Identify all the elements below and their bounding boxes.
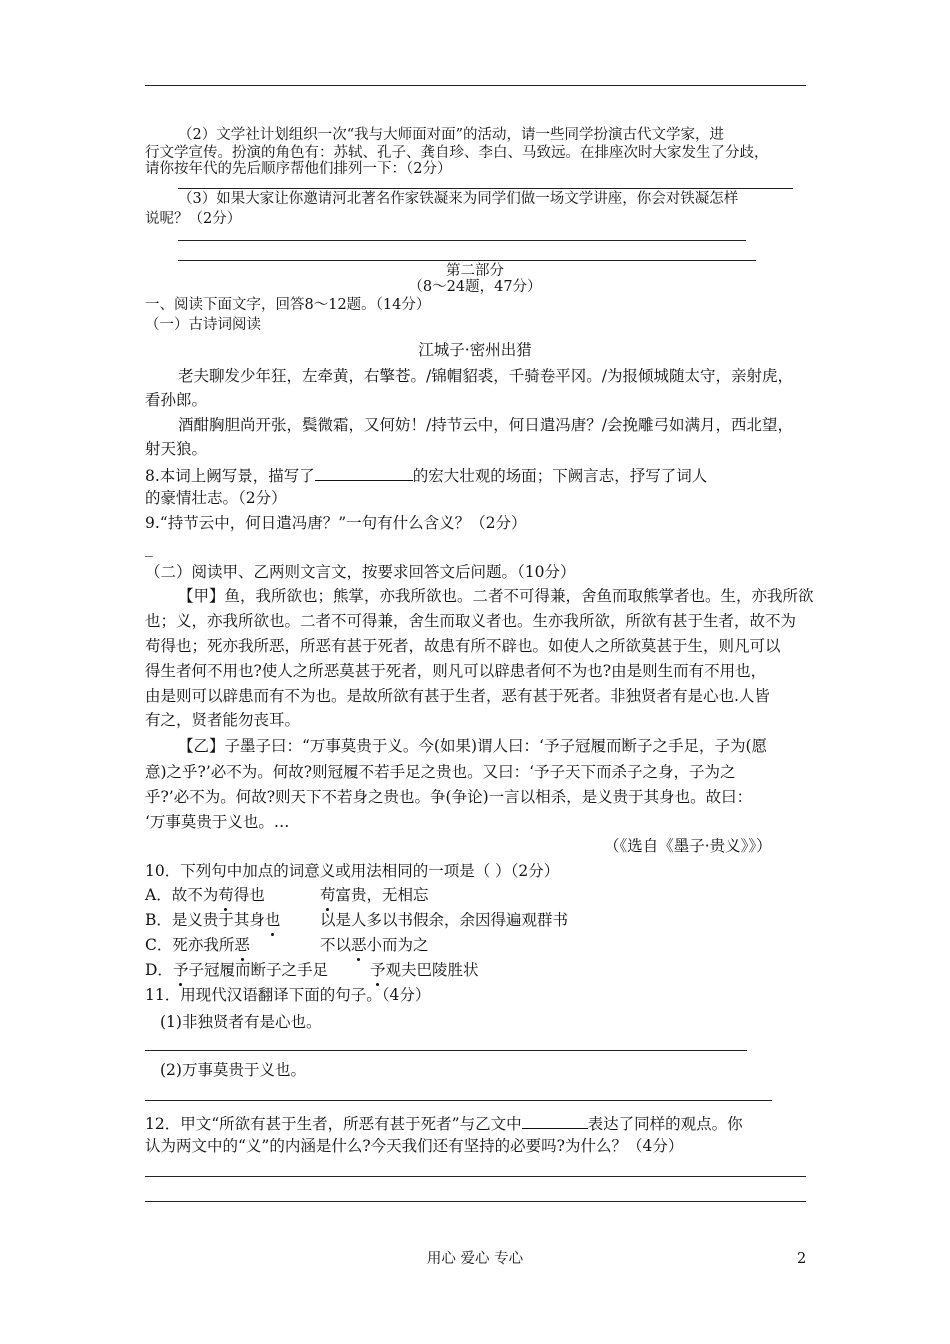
q8-text-before: 8.本词上阙写景，描写了 xyxy=(145,467,315,485)
dotted-char: 恶 xyxy=(234,936,250,954)
passage-yi-line: ‘万事莫贵于义也。… xyxy=(145,813,290,831)
option-text: 不以 xyxy=(320,936,352,954)
option-c xyxy=(145,935,250,955)
passage-jia-line: 苟得也；死亦我所恶，所恶有甚于死者，故患有所不辟也。如使人之所欲莫甚于生，则凡可以 xyxy=(145,637,781,655)
option-text: D． xyxy=(145,961,173,979)
passage-jia-line: 有之，贤者能勿丧耳。 xyxy=(145,711,301,729)
poem-line: 看孙郎。 xyxy=(145,391,208,409)
answer-mark: _ xyxy=(145,539,153,557)
question-10: 10．下列句中加点的词意义或用法相同的一项是（ ）（2分） xyxy=(145,862,560,880)
fill-blank[interactable] xyxy=(315,464,413,481)
question-11: 11．用现代汉语翻译下面的句子。（4分） xyxy=(145,986,431,1004)
option-text: A．故不为 xyxy=(145,886,219,904)
question-9: 9.“持节云中，何日遣冯唐？”一句有什么含义？（2分） xyxy=(145,514,527,532)
question-8-line2: 的豪情壮志。（2分） xyxy=(145,489,287,507)
translate-sentence-1: (1)非独贤者有是心也。 xyxy=(160,1013,322,1031)
page-number: 2 xyxy=(797,1251,807,1267)
fill-blank[interactable] xyxy=(522,1112,588,1129)
q8-text-after: 的宏大壮观的场面；下阙言志，抒写了词人 xyxy=(412,467,708,485)
poem-line: 老夫聊发少年狂，左牵黄，右擎苍。/锦帽貂裘，千骑卷平冈。/为报倾城随太守，亲射虎， xyxy=(178,367,793,385)
answer-line xyxy=(178,188,793,189)
passage-jia-line: 也；义，亦我所欲也。二者不可得兼，舍生而取义者也。生亦我所欲，所欲有甚于生者，故不为 xyxy=(145,612,797,630)
poem-line: 酒酣胸胆尚开张，鬓微霜，又何妨！/持节云中，何日遣冯唐？/会挽雕弓如满月，西北望， xyxy=(178,416,793,434)
passage-yi-line: 意)之乎?’必不为。何故?则冠履不若手足之贵也。又曰：‘予子天下而杀子之身，子为之 xyxy=(145,763,736,781)
dotted-char: 也 xyxy=(264,911,281,929)
passage-jia-line: 得生者何不用也?使人之所恶莫甚于死者，则凡可以辟患者何不为也?由是则生而有不用也， xyxy=(145,662,767,680)
option-b-compare: 以是人多以书假余，余因得遍观群书 xyxy=(320,911,569,929)
part-subtitle: （8～24题，47分） xyxy=(408,279,542,295)
q12-text-after: 表达了同样的观点。你 xyxy=(587,1115,743,1133)
option-text: 观夫巴陵胜状 xyxy=(385,961,479,979)
section-heading: 一、阅读下面文字，回答8～12题。（14分） xyxy=(145,297,431,313)
question-12 xyxy=(145,1112,743,1134)
question-8 xyxy=(145,464,707,486)
header-rule xyxy=(145,85,806,86)
answer-line xyxy=(145,1100,772,1101)
option-c-compare xyxy=(320,935,429,955)
answer-line xyxy=(145,1201,806,1202)
option-text: 富贵，无相忘 xyxy=(335,886,429,904)
subsection-heading: （二）阅读甲、乙两则文言文，按要求回答文后问题。（10分） xyxy=(145,563,576,581)
option-text: 小而为之 xyxy=(366,936,429,954)
option-d xyxy=(145,960,328,980)
option-text: B．是义贵于其身 xyxy=(145,911,265,929)
passage-source: （《选自《墨子·贵义》》） xyxy=(604,837,772,855)
dotted-char: 予 xyxy=(370,961,386,979)
passage-jia-line: 由是则可以辟患而有不为也。是故所欲有甚于生者，恶有甚于死者。非独贤者有是心也.人皆 xyxy=(145,687,770,705)
part-title: 第二部分 xyxy=(446,263,504,279)
passage-yi-line: 乎?’必不为。何故?则天下不若身之贵也。争(争论)一言以相杀，是义贵于其身也。故曰： xyxy=(145,788,753,806)
dotted-char: 恶 xyxy=(351,936,367,954)
answer-line xyxy=(178,240,746,241)
passage-jia-line: 【甲】鱼，我所欲也；熊掌，亦我所欲也。二者不可得兼，舍鱼而取熊掌者也。生，亦我所欲 xyxy=(178,587,814,605)
option-a-compare xyxy=(320,885,429,905)
answer-line xyxy=(145,1176,806,1177)
q12-text-before: 12．甲文“所欲有甚于生者，所恶有甚于死者”与乙文中 xyxy=(145,1115,522,1133)
dotted-char: 苟 xyxy=(218,886,234,904)
passage-yi-line: 【乙】子墨子曰：“万事莫贵于义。今(如果)谓人曰：‘予子冠履而断子之手足，子为(愿 xyxy=(178,737,767,755)
option-text: C．死亦我所 xyxy=(145,936,235,954)
option-b xyxy=(145,910,280,930)
q7-part2-line1: （2）文学社计划组织一次“我与大师面对面”的活动，请一些同学扮演古代文学家，进 xyxy=(178,127,725,143)
answer-line xyxy=(145,1050,747,1051)
poem-title: 江城子·密州出猎 xyxy=(418,341,532,359)
option-text: 得也 xyxy=(233,886,265,904)
q7-part3-line2: 说呢？（2分） xyxy=(145,211,242,227)
option-d-compare xyxy=(370,960,479,980)
subsection-heading: （一）古诗词阅读 xyxy=(145,317,261,333)
footer-slogan: 用心 爱心 专心 xyxy=(426,1251,524,1267)
question-12-line2: 认为两文中的“义”的内涵是什么?今天我们还有坚持的必要吗?为什么？（4分） xyxy=(145,1137,684,1155)
option-a xyxy=(145,885,265,905)
poem-line: 射天狼。 xyxy=(145,440,208,458)
option-text: 子冠履而断子之手足 xyxy=(188,961,328,979)
dotted-char: 苟 xyxy=(320,886,336,904)
translate-sentence-2: (2)万事莫贵于义也。 xyxy=(160,1061,306,1079)
q7-part2-line2: 行文学宣传。扮演的角色有：苏轼、孔子、龚自珍、李白、马致远。在排座次时大家发生了分歧， xyxy=(145,145,769,161)
q7-part2-line3: 请你按年代的先后顺序帮他们排列一下：（2分） xyxy=(145,161,452,177)
q7-part3-line1: （3）如果大家让你邀请河北著名作家铁凝来为同学们做一场文学讲座，你会对铁凝怎样 xyxy=(178,191,739,207)
dotted-char: 予 xyxy=(172,961,189,979)
answer-line xyxy=(178,260,756,261)
